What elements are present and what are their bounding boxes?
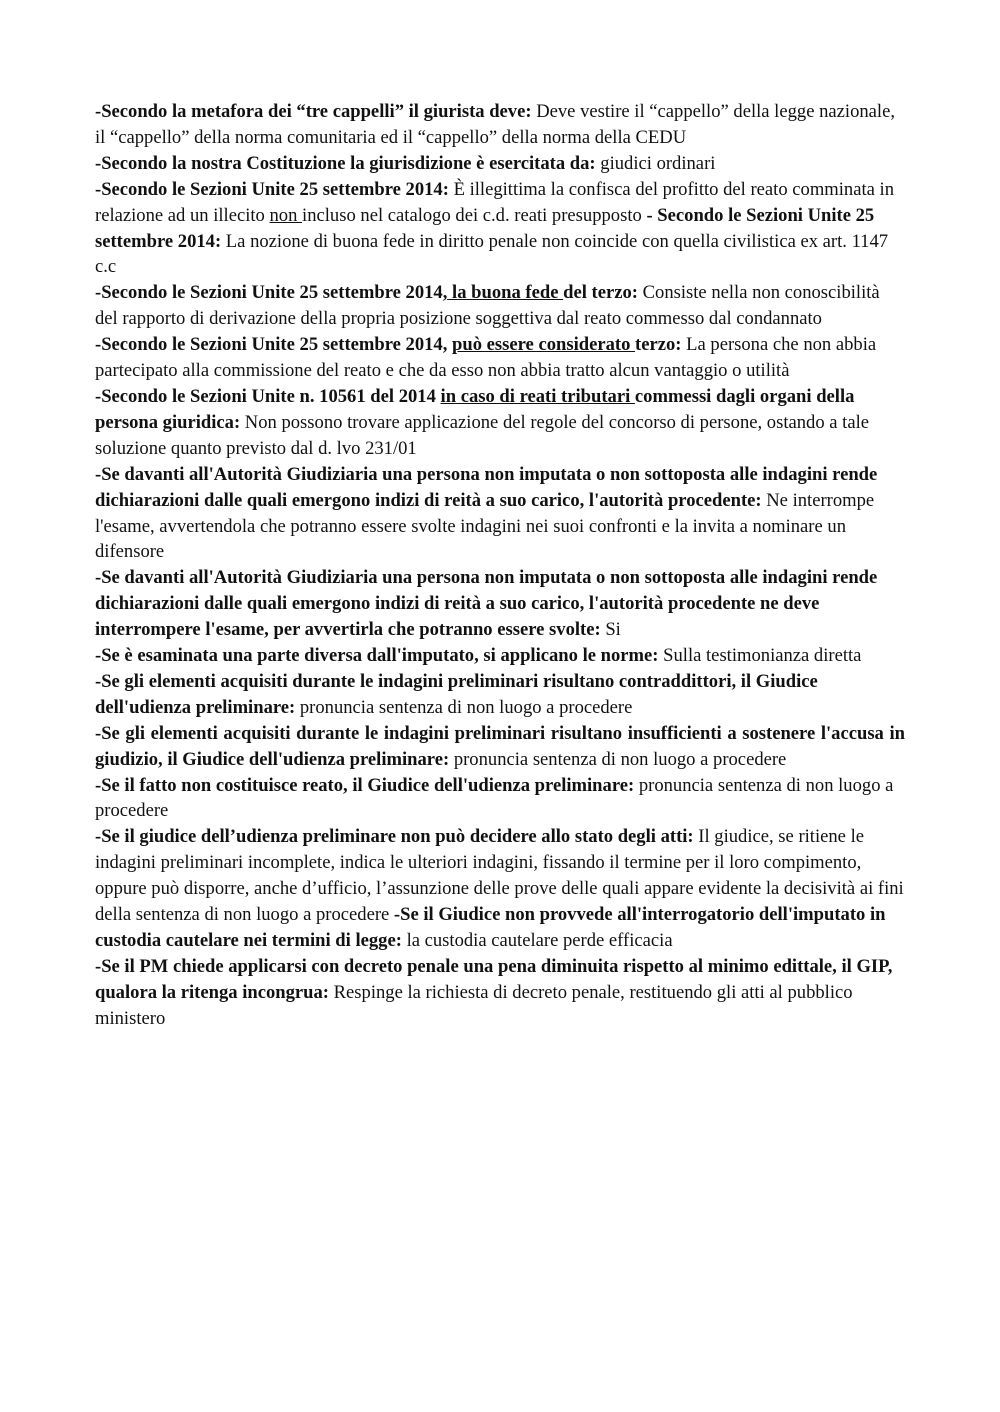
entry-question: -Secondo le Sezioni Unite n. 10561 del 2014 (95, 385, 441, 407)
document-page (95, 99, 905, 1032)
entry-question: -Secondo la metafora dei “tre cappelli” il giurista deve: (95, 101, 532, 122)
entry-answer: Non possono trovare applicazione del regole del concorso di persone, ostando a tale soluzione quanto previsto dal d. lvo 231/01 (95, 411, 870, 459)
entry-fatto-non-reato (95, 773, 905, 825)
entry-question: -Se davanti all'Autorità Giudiziaria una persona non imputata o non sottoposta alle indagini rende dichiarazioni dalle quali emergono indizi di reità a suo carico, l'autorità procedente ne deve interrompere l'esame, per avvertirla che potranno essere svolte: (95, 567, 878, 641)
entry-question: -Se gli elementi acquisiti durante le indagini preliminari risultano contraddittori, il Giudice dell'udienza preliminare: (95, 670, 818, 718)
entry-answer-underlined: non (269, 204, 303, 226)
entry-question: -Se il giudice dell’udienza preliminare non può decidere allo stato degli atti: (95, 826, 694, 848)
entry-answer: Deve vestire il “cappello” della legge nazionale, il “cappello” della norma comunitaria ed il “cappello” della norma della CEDU (95, 101, 895, 148)
entry-costituzione (95, 151, 905, 177)
entry-question-underlined: può essere considerato (452, 334, 636, 356)
entry-question-continued: commessi dagli organi della persona giuridica: (95, 385, 855, 433)
entry-stato-degli-atti (95, 824, 905, 954)
entry-question: -Se il fatto non costituisce reato, il Giudice dell'udienza preliminare: (95, 774, 635, 796)
entry-autorita-giudiziaria-1 (95, 462, 905, 566)
entry-parte-diversa (95, 643, 905, 669)
entry-question: -Secondo le Sezioni Unite 25 settembre 2014, (95, 334, 453, 356)
entry-question: - Secondo le Sezioni Unite 25 settembre 2014: (95, 204, 875, 252)
entry-question: -Se il PM chiede applicarsi con decreto penale una pena diminuita rispetto al minimo edittale, il GIP, qualora la ritenga incongrua: (95, 955, 893, 1003)
entry-answer: È illegittima la confisca del profitto del reato comminata in relazione ad un illecito (95, 178, 894, 226)
entry-sezioni-unite-terzo (95, 332, 905, 384)
entry-answer: Sulla testimonianza diretta (658, 645, 862, 667)
entry-question: -Se davanti all'Autorità Giudiziaria una persona non imputata o non sottoposta alle indagini rende dichiarazioni dalle quali emergono indizi di reità a suo carico, l'autorità procedente: (95, 463, 878, 511)
entry-question-underlined: in caso di reati tributari (440, 385, 635, 407)
entry-answer: giudici ordinari (595, 152, 716, 174)
entry-question-continued: terzo: (635, 334, 682, 356)
entry-decreto-penale (95, 954, 905, 1032)
entry-answer: pronuncia sentenza di non luogo a procedere (295, 696, 633, 718)
entry-answer: Consiste nella non conoscibilità del rapporto di derivazione della propria posizione soggettiva dal reato commesso dal condannato (95, 282, 880, 330)
entry-question: -Se è esaminata una parte diversa dall'imputato, si applicano le norme: (95, 645, 659, 667)
entry-answer: La persona che non abbia partecipato alla commissione del reato e che da esso non abbia tratto alcun vantaggio o utilità (95, 334, 877, 382)
entry-question: -Secondo le Sezioni Unite 25 settembre 2014 (95, 282, 443, 304)
entry-sezioni-unite-reati-tributari (95, 384, 905, 462)
entry-question-underlined: , la buona fede (442, 282, 564, 304)
entry-answer: la custodia cautelare perde efficacia (401, 930, 673, 951)
entry-answer: pronuncia sentenza di non luogo a procedere (449, 748, 787, 770)
entry-question-continued: del terzo: (563, 282, 638, 304)
entry-answer: Ne interrompe l'esame, avvertendola che potranno essere svolte indagini nei suoi confronti e la invita a nominare un difensore (95, 489, 875, 563)
entry-answer: pronuncia sentenza di non luogo a procedere (95, 774, 894, 822)
entry-answer: Si (600, 619, 621, 641)
entry-question: -Se gli elementi acquisiti durante le indagini preliminari risultano insufficienti a sostenere l'accusa in giudizio, il Giudice dell'udienza preliminare: (95, 722, 905, 770)
entry-answer-continued: incluso nel catalogo dei c.d. reati presupposto (302, 204, 642, 226)
entry-question: -Se il Giudice non provvede all'interrogatorio dell'imputato in custodia cautelare nei termini di legge: (95, 904, 886, 951)
entry-sezioni-unite-confisca (95, 177, 905, 281)
entry-question: -Secondo la nostra Costituzione la giurisdizione è esercitata da: (95, 152, 596, 174)
entry-sezioni-unite-buona-fede (95, 280, 905, 332)
entry-question: -Secondo le Sezioni Unite 25 settembre 2014: (95, 178, 449, 200)
entry-elementi-insufficienti (95, 721, 905, 773)
entry-answer: La nozione di buona fede in diritto penale non coincide con quella civilistica ex art. 1147 c.c (95, 230, 889, 278)
entry-answer: Il giudice, se ritiene le indagini preliminari incomplete, indica le ulteriori indagini, fissando il termine per il loro compimento, oppure può disporre, anche d’ufficio, l’assunzione delle prove delle quali appare evidente la decisività ai fini della sentenza di non luogo a procedere (95, 826, 904, 926)
entry-elementi-contraddittori (95, 669, 905, 721)
entry-tre-cappelli (95, 99, 905, 151)
entry-autorita-giudiziaria-2 (95, 565, 905, 643)
entry-answer: Respinge la richiesta di decreto penale, restituendo gli atti al pubblico ministero (95, 981, 853, 1029)
